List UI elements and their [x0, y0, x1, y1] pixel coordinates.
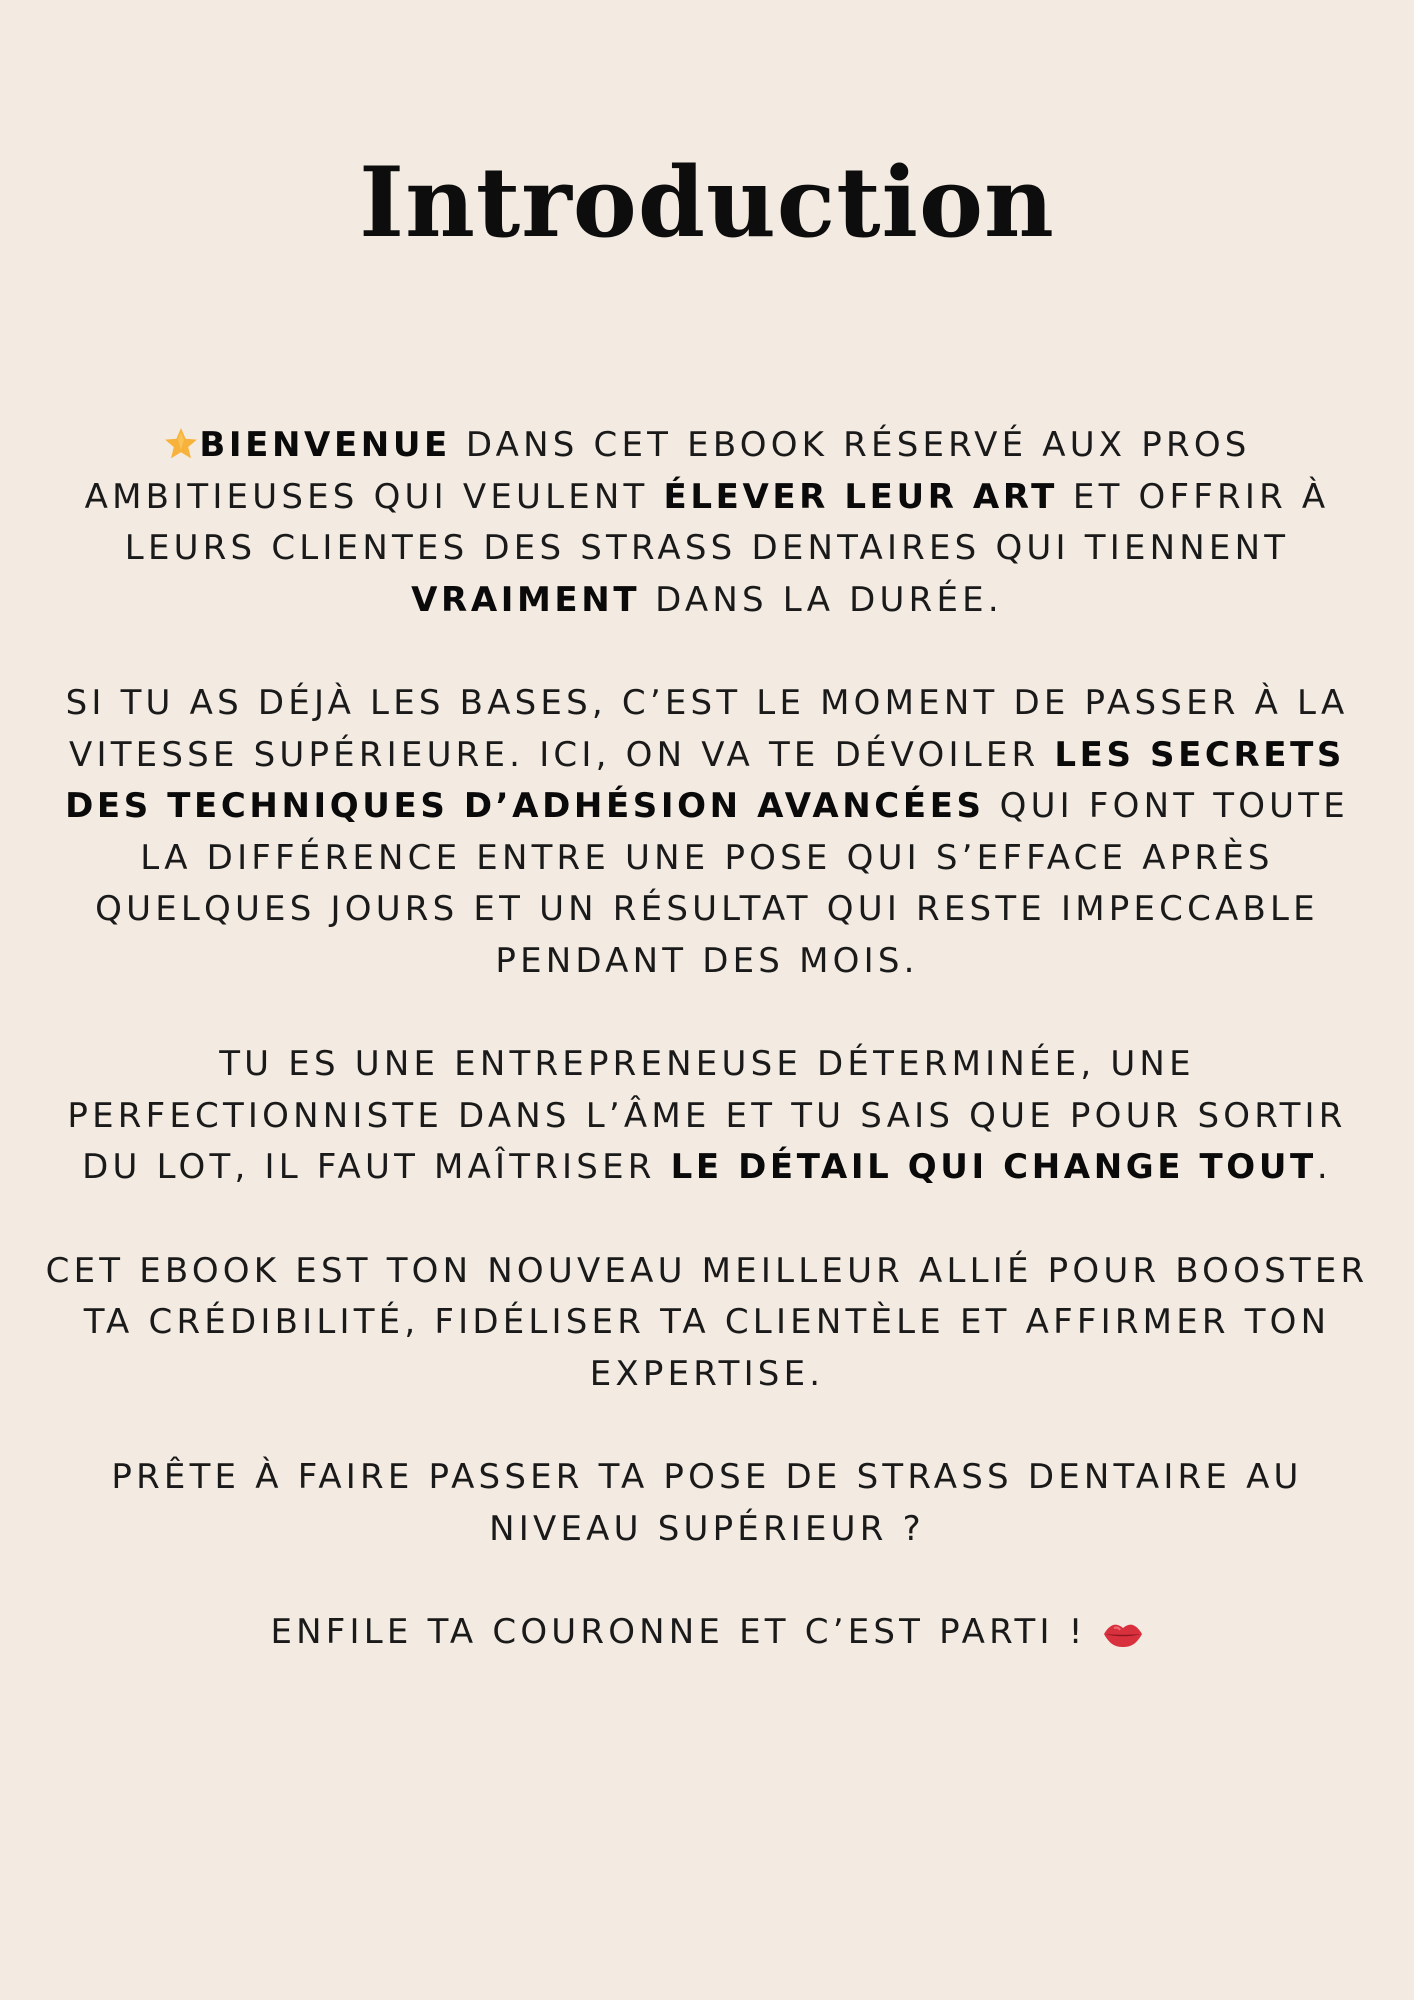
- text-bold: VRAIMENT: [411, 579, 641, 620]
- kiss-lips-icon: [1102, 1619, 1144, 1649]
- text-plain: SI TU AS DÉJÀ LES BASES, C’EST LE MOMENT DE PASSER À LA VITESSE SUPÉRIEURE. ICI, ON VA TE DÉVOILER: [65, 683, 1349, 775]
- text-plain: QUI FONT TOUTE LA DIFFÉRENCE ENTRE UNE POSE QUI S’EFFACE APRÈS QUELQUES JOURS ET UN RÉSULTAT QUI RESTE IMPECCABLE PENDANT DES MOIS.: [95, 786, 1349, 981]
- text-plain: DANS CET EBOOK RÉSERVÉ AUX PROS AMBITIEUSES QUI VEULENT: [84, 425, 1251, 517]
- text-bold: LE DÉTAIL QUI CHANGE TOUT: [670, 1147, 1317, 1187]
- paragraph-closing: [40, 1607, 1374, 1659]
- text-plain: ENFILE TA COURONNE ET C’EST PARTI !: [270, 1612, 1102, 1652]
- paragraph-entrepreneuse: [40, 1039, 1374, 1194]
- text-plain: DANS LA DURÉE.: [640, 579, 1003, 620]
- text-plain: CET EBOOK EST TON NOUVEAU MEILLEUR ALLIÉ POUR BOOSTER TA CRÉDIBILITÉ, FIDÉLISER TA CLIENTÈLE ET AFFIRMER TON EXPERTISE.: [45, 1250, 1369, 1394]
- text-plain: PRÊTE À FAIRE PASSER TA POSE DE STRASS DENTAIRE AU NIVEAU SUPÉRIEUR ?: [111, 1457, 1303, 1549]
- text-bold: BIENVENUE: [199, 425, 451, 465]
- star-icon: [163, 426, 199, 462]
- paragraph-welcome: [40, 420, 1374, 626]
- text-plain: .: [1316, 1147, 1332, 1187]
- text-bold: ÉLEVER LEUR ART: [663, 476, 1058, 517]
- page-title: Introduction: [359, 146, 1055, 259]
- paragraph-question: [40, 1452, 1374, 1555]
- text-plain: TU ES UNE ENTREPRENEUSE DÉTERMINÉE, UNE PERFECTIONNISTE DANS L’ÂME ET TU SAIS QUE POUR SORTIR DU LOT, IL FAUT MAÎTRISER: [67, 1044, 1347, 1187]
- text-bold: LES SECRETS DES TECHNIQUES D’ADHÉSION AVANCÉES: [65, 734, 1345, 826]
- paragraph-allie: [40, 1246, 1374, 1401]
- text-plain: ET OFFRIR À LEURS CLIENTES DES STRASS DENTAIRES QUI TIENNENT: [124, 476, 1330, 568]
- paragraph-secrets: [40, 678, 1374, 987]
- introduction-body: [40, 420, 1374, 1659]
